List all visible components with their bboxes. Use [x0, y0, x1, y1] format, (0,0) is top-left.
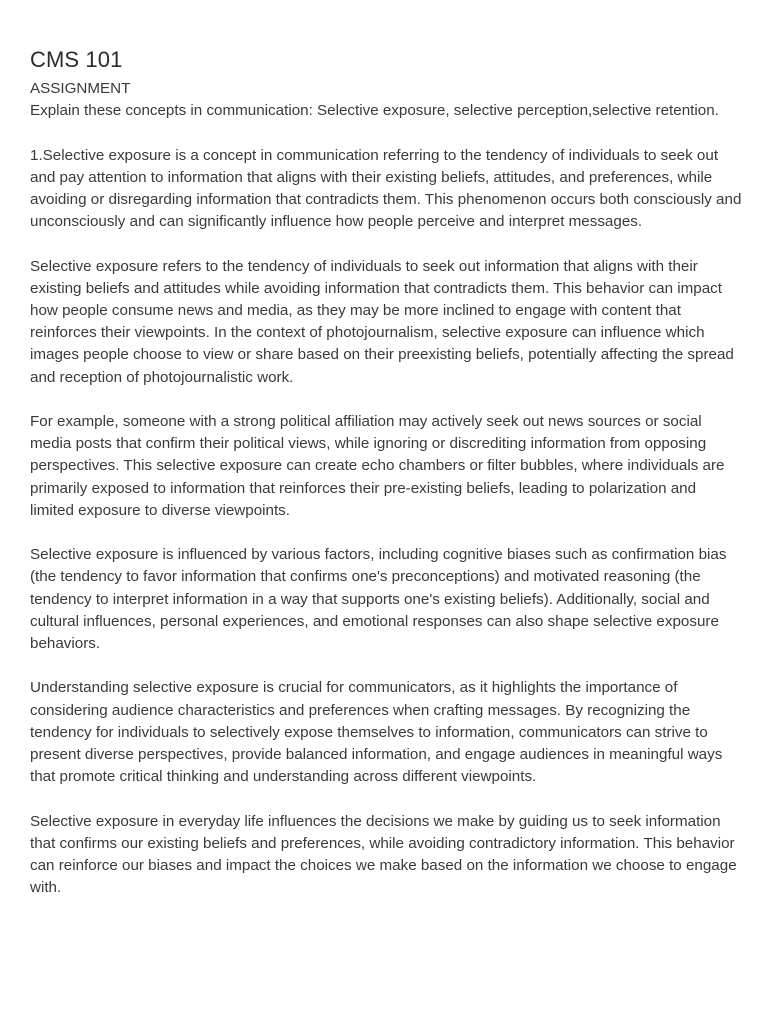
- paragraph-2: Selective exposure refers to the tendency of individuals to seek out information that aligns with their existing beliefs and attitudes while avoiding information that contradicts them. This behavior can impact how people consume news and media, as they may be more inclined to engage with content that reinforces their viewpoints. In the context of photojournalism, selective exposure can influence which images people choose to view or share based on their preexisting beliefs, potentially affecting the spread and reception of photojournalistic work.: [30, 257, 734, 386]
- paragraph-3: For example, someone with a strong political affiliation may actively seek out news sources or social media posts that confirm their political views, while ignoring or discrediting information from opposing perspectives. This selective exposure can create echo chambers or filter bubbles, where individuals are primarily exposed to information that reinforces their pre-existing beliefs, leading to polarization and limited exposure to diverse viewpoints.: [30, 413, 725, 519]
- assignment-prompt: Explain these concepts in communication: Selective exposure, selective perception,selective retention.: [30, 102, 719, 120]
- paragraph-4: Selective exposure is influenced by various factors, including cognitive biases such as confirmation bias (the tendency to favor information that confirms one's preconceptions) and motivated reasoning (the tendency to interpret information in a way that supports one's existing beliefs). Additionally, social and cultural influences, personal experiences, and emotional responses can also shape selective exposure behaviors.: [30, 546, 727, 653]
- paragraph-5: Understanding selective exposure is crucial for communicators, as it highlights the importance of considering audience characteristics and preferences when crafting messages. By recognizing the tendency for individuals to selectively expose themselves to information, communicators can strive to present diverse perspectives, provide balanced information, and engage audiences in meaningful ways that promote critical thinking and understanding across different viewpoints.: [30, 679, 723, 786]
- paragraph-1: 1.Selective exposure is a concept in communication referring to the tendency of individuals to seek out and pay attention to information that aligns with their existing beliefs, attitudes, and preferences, while avoiding or disregarding information that contradicts them. This phenomenon occurs both consciously and unconsciously and can significantly influence how people perceive and interpret messages.: [30, 146, 742, 231]
- document-title: CMS 101: [30, 47, 123, 72]
- assignment-label: ASSIGNMENT: [30, 80, 131, 97]
- paragraph-6: Selective exposure in everyday life influences the decisions we make by guiding us to seek information that confirms our existing beliefs and preferences, while avoiding contradictory information. This behavior can reinforce our biases and impact the choices we make based on the information we choose to engage with.: [30, 812, 737, 897]
- document-body: [30, 46, 742, 899]
